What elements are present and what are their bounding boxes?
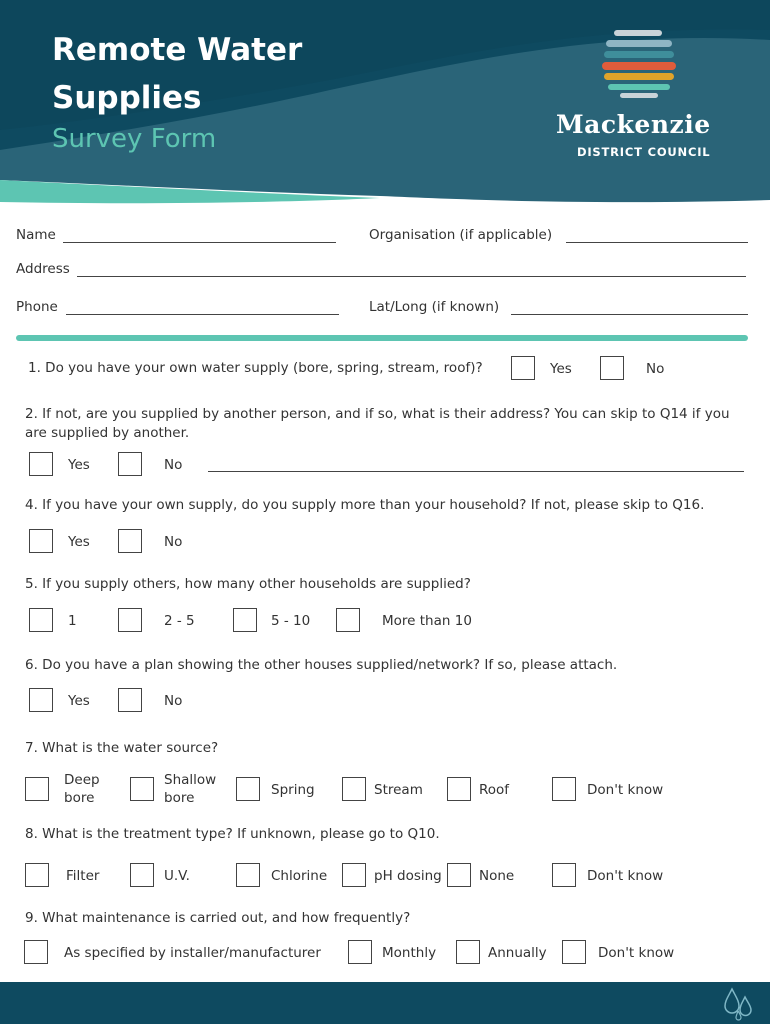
phone-field[interactable] — [66, 314, 339, 315]
title-line-1: Remote Water — [52, 32, 303, 68]
q9-annually-label: Annually — [488, 945, 547, 961]
q7-deep-bore-checkbox[interactable] — [25, 777, 49, 801]
q5-option-1-label: 1 — [68, 613, 77, 629]
address-field[interactable] — [77, 276, 746, 277]
q6-yes-checkbox[interactable] — [29, 688, 53, 712]
footer-bar — [0, 982, 770, 1024]
q8-uv-label: U.V. — [164, 868, 190, 884]
logo-name: Mackenzie — [556, 110, 711, 139]
q7-shallow-bore-checkbox[interactable] — [130, 777, 154, 801]
question-7: 7. What is the water source? — [25, 740, 219, 756]
q9-as-specified-checkbox[interactable] — [24, 940, 48, 964]
q4-no-label: No — [164, 534, 183, 550]
q7-stream-checkbox[interactable] — [342, 777, 366, 801]
q8-none-label: None — [479, 868, 515, 884]
q5-option-4-label: More than 10 — [382, 613, 472, 629]
q9-annually-checkbox[interactable] — [456, 940, 480, 964]
q8-dont-know-label: Don't know — [587, 868, 664, 884]
q7-roof-checkbox[interactable] — [447, 777, 471, 801]
question-2: 2. If not, are you supplied by another person, and if so, what is their address? You can skip to Q14 if you are supplied by another. — [25, 406, 730, 441]
q9-monthly-checkbox[interactable] — [348, 940, 372, 964]
question-9: 9. What maintenance is carried out, and how frequently? — [25, 910, 411, 926]
q8-chlorine-label: Chlorine — [271, 868, 328, 884]
q8-filter-checkbox[interactable] — [25, 863, 49, 887]
latlong-label: Lat/Long (if known) — [369, 299, 500, 315]
q2-address-field[interactable] — [208, 471, 744, 472]
q5-option-4-checkbox[interactable] — [336, 608, 360, 632]
phone-label: Phone — [16, 299, 58, 315]
q7-spring-checkbox[interactable] — [236, 777, 260, 801]
q7-shallow-bore-label: Shallow bore — [164, 772, 217, 806]
address-label: Address — [16, 261, 70, 277]
q4-yes-checkbox[interactable] — [29, 529, 53, 553]
q6-no-label: No — [164, 693, 183, 709]
water-drops-icon — [720, 985, 756, 1021]
q5-option-2-label: 2 - 5 — [164, 613, 195, 629]
q7-roof-label: Roof — [479, 782, 510, 798]
question-1: 1. Do you have your own water supply (bore, spring, stream, roof)? — [28, 360, 483, 376]
q8-ph-dosing-checkbox[interactable] — [342, 863, 366, 887]
q8-dont-know-checkbox[interactable] — [552, 863, 576, 887]
question-6: 6. Do you have a plan showing the other houses supplied/network? If so, please attach. — [25, 657, 618, 673]
name-field[interactable] — [63, 242, 336, 243]
q2-yes-label: Yes — [68, 457, 90, 473]
q5-option-1-checkbox[interactable] — [29, 608, 53, 632]
title-line-2: Supplies — [52, 80, 202, 116]
q7-dont-know-label: Don't know — [587, 782, 664, 798]
q7-spring-label: Spring — [271, 782, 315, 798]
section-divider — [16, 335, 748, 341]
q5-option-3-checkbox[interactable] — [233, 608, 257, 632]
q4-no-checkbox[interactable] — [118, 529, 142, 553]
organisation-label: Organisation (if applicable) — [369, 227, 553, 243]
q1-no-label: No — [646, 361, 665, 377]
question-8: 8. What is the treatment type? If unknown, please go to Q10. — [25, 826, 440, 842]
q1-yes-checkbox[interactable] — [511, 356, 535, 380]
q8-filter-label: Filter — [66, 868, 100, 884]
name-label: Name — [16, 227, 56, 243]
q1-yes-label: Yes — [550, 361, 572, 377]
q9-dont-know-checkbox[interactable] — [562, 940, 586, 964]
q7-dont-know-checkbox[interactable] — [552, 777, 576, 801]
q6-yes-label: Yes — [68, 693, 90, 709]
logo-subtitle: DISTRICT COUNCIL — [577, 145, 711, 159]
subtitle: Survey Form — [52, 124, 217, 154]
q5-option-3-label: 5 - 10 — [271, 613, 311, 629]
header-banner — [0, 0, 770, 210]
q8-uv-checkbox[interactable] — [130, 863, 154, 887]
q9-monthly-label: Monthly — [382, 945, 437, 961]
q2-yes-checkbox[interactable] — [29, 452, 53, 476]
q7-deep-bore-label: Deep bore — [64, 772, 100, 806]
q1-no-checkbox[interactable] — [600, 356, 624, 380]
organisation-field[interactable] — [566, 242, 748, 243]
question-5: 5. If you supply others, how many other households are supplied? — [25, 576, 471, 592]
q8-chlorine-checkbox[interactable] — [236, 863, 260, 887]
q4-yes-label: Yes — [68, 534, 90, 550]
q8-none-checkbox[interactable] — [447, 863, 471, 887]
council-logo-icon — [600, 28, 680, 100]
question-4: 4. If you have your own supply, do you supply more than your household? If not, please skip to Q16. — [25, 497, 705, 513]
q6-no-checkbox[interactable] — [118, 688, 142, 712]
q5-option-2-checkbox[interactable] — [118, 608, 142, 632]
q7-stream-label: Stream — [374, 782, 423, 798]
q9-as-specified-label: As specified by installer/manufacturer — [64, 945, 321, 961]
latlong-field[interactable] — [511, 314, 748, 315]
q9-dont-know-label: Don't know — [598, 945, 675, 961]
q2-no-label: No — [164, 457, 183, 473]
q8-ph-dosing-label: pH dosing — [374, 868, 442, 884]
q2-no-checkbox[interactable] — [118, 452, 142, 476]
